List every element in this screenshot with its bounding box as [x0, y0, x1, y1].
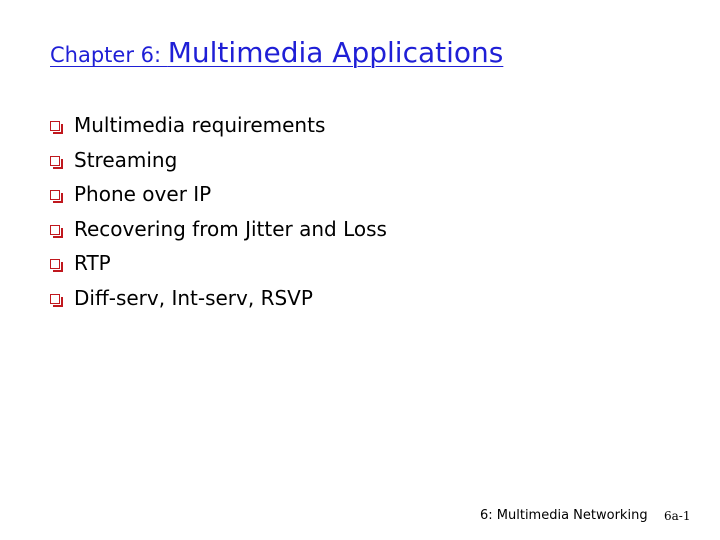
title-prefix: Chapter 6:: [50, 43, 168, 67]
bullet-text: Streaming: [74, 147, 178, 172]
bullet-item: [50, 281, 387, 316]
bullet-item: [50, 108, 387, 143]
bullet-item: [50, 177, 387, 212]
footer-page-number: 6a-1: [664, 509, 691, 523]
footer-chapter-label: 6: Multimedia Networking: [480, 508, 648, 523]
title-main: Multimedia Applications: [167, 36, 504, 69]
bullet-text: Diff-serv, Int-serv, RSVP: [74, 285, 313, 310]
square-bullet-icon: [50, 156, 60, 166]
bullet-item: [50, 246, 387, 281]
bullet-text: Multimedia requirements: [74, 113, 326, 138]
bullet-text: Phone over IP: [74, 182, 212, 207]
square-bullet-icon: [50, 121, 60, 131]
bullet-list: [50, 108, 387, 315]
square-bullet-icon: [50, 294, 60, 304]
bullet-text: Recovering from Jitter and Loss: [74, 216, 387, 241]
square-bullet-icon: [50, 225, 60, 235]
square-bullet-icon: [50, 259, 60, 269]
bullet-text: RTP: [74, 251, 111, 276]
slide-title: [50, 32, 503, 70]
square-bullet-icon: [50, 190, 60, 200]
bullet-item: [50, 143, 387, 178]
bullet-item: [50, 212, 387, 247]
